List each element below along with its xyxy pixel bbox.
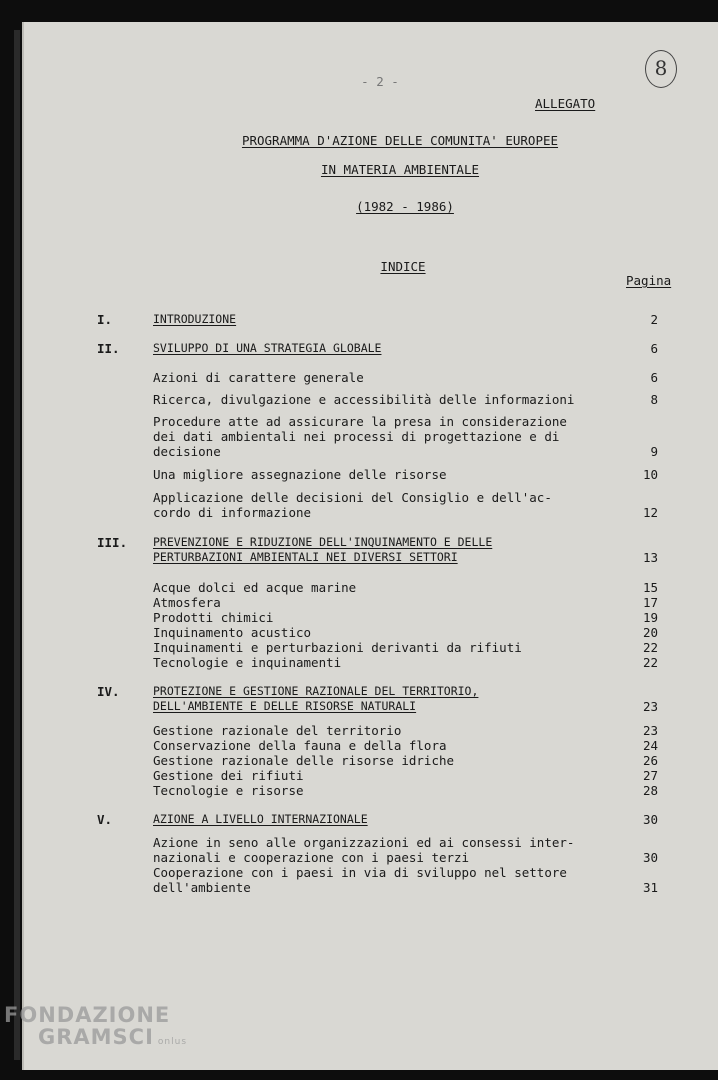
toc-item-page: 6: [650, 370, 658, 385]
toc-item: Atmosfera: [153, 595, 221, 610]
toc-item: Gestione razionale del territorio: [153, 723, 402, 738]
toc-item: Procedure atte ad assicurare la presa in considerazione: [153, 414, 567, 429]
section-page: 23: [642, 699, 658, 714]
toc-item: Applicazione delle decisioni del Consiglio e dell'ac-: [153, 490, 552, 505]
toc-item: Gestione dei rifiuti: [153, 768, 304, 783]
title-line-1: PROGRAMMA D'AZIONE DELLE COMUNITA' EUROPEE: [241, 133, 559, 148]
toc-item-page: 24: [642, 738, 658, 753]
section-page: 2: [650, 312, 658, 327]
section-title: AZIONE A LIVELLO INTERNAZIONALE: [153, 812, 368, 826]
section-numeral: II.: [97, 341, 120, 356]
toc-item: Prodotti chimici: [153, 610, 274, 625]
toc-item: dei dati ambientali nei processi di progettazione e di: [153, 429, 560, 444]
allegato-label: ALLEGATO: [535, 96, 596, 111]
toc-item-page: 27: [642, 768, 658, 783]
toc-item: Azioni di carattere generale: [153, 370, 364, 385]
section-numeral: I.: [97, 312, 113, 327]
toc-item-page: 19: [642, 610, 658, 625]
toc-item: Gestione razionale delle risorse idriche: [153, 753, 455, 768]
toc-item: Acque dolci ed acque marine: [153, 580, 357, 595]
handwritten-page-number: 8: [645, 50, 677, 88]
page-column-label: Pagina: [626, 273, 672, 288]
toc-item: Cooperazione con i paesi in via di sviluppo nel settore: [153, 865, 567, 880]
toc-item: dell'ambiente: [153, 880, 251, 895]
toc-item: Inquinamento acustico: [153, 625, 312, 640]
section-numeral: V.: [97, 812, 113, 827]
section-title: DELL'AMBIENTE E DELLE RISORSE NATURALI: [153, 699, 417, 713]
toc-item-page: 20: [642, 625, 658, 640]
toc-item-page: 23: [642, 723, 658, 738]
toc-item-page: 22: [642, 640, 658, 655]
title-line-2: IN MATERIA AMBIENTALE: [320, 162, 480, 177]
page-number: - 2 -: [361, 74, 399, 89]
section-title: INTRODUZIONE: [153, 312, 237, 326]
section-title: SVILUPPO DI UNA STRATEGIA GLOBALE: [153, 341, 382, 355]
section-title: PREVENZIONE E RIDUZIONE DELL'INQUINAMENTO E DELLE: [153, 535, 493, 549]
section-page: 13: [642, 550, 658, 565]
toc-item: cordo di informazione: [153, 505, 312, 520]
toc-item-page: 22: [642, 655, 658, 670]
toc-item: nazionali e cooperazione con i paesi terzi: [153, 850, 470, 865]
index-title: INDICE: [380, 259, 426, 274]
toc-item-page: 10: [642, 467, 658, 482]
toc-item-page: 28: [642, 783, 658, 798]
fondazione-gramsci-watermark: FONDAZIONE GRAMSCI onlus: [4, 1003, 188, 1049]
toc-item: Inquinamenti e perturbazioni derivanti da rifiuti: [153, 640, 522, 655]
section-page: 30: [642, 812, 658, 827]
toc-item-page: 30: [642, 850, 658, 865]
toc-item-page: 8: [650, 392, 658, 407]
section-page: 6: [650, 341, 658, 356]
toc-item: Azione in seno alle organizzazioni ed ai consessi inter-: [153, 835, 575, 850]
toc-item: Una migliore assegnazione delle risorse: [153, 467, 447, 482]
toc-item: Tecnologie e inquinamenti: [153, 655, 342, 670]
toc-item-page: 31: [642, 880, 658, 895]
toc-item-page: 12: [642, 505, 658, 520]
toc-item: Tecnologie e risorse: [153, 783, 304, 798]
toc-item-page: 17: [642, 595, 658, 610]
section-numeral: IV.: [97, 684, 120, 699]
toc-item: Ricerca, divulgazione e accessibilità delle informazioni: [153, 392, 575, 407]
toc-item: Conservazione della fauna e della flora: [153, 738, 447, 753]
toc-item-page: 26: [642, 753, 658, 768]
section-numeral: III.: [97, 535, 128, 550]
section-title: PROTEZIONE E GESTIONE RAZIONALE DEL TERRITORIO,: [153, 684, 479, 698]
toc-item: decisione: [153, 444, 221, 459]
binder-edge: [14, 30, 20, 1060]
title-years: (1982 - 1986): [356, 199, 454, 214]
toc-item-page: 15: [642, 580, 658, 595]
toc-item-page: 9: [650, 444, 658, 459]
section-title: PERTURBAZIONI AMBIENTALI NEI DIVERSI SETTORI: [153, 550, 458, 564]
